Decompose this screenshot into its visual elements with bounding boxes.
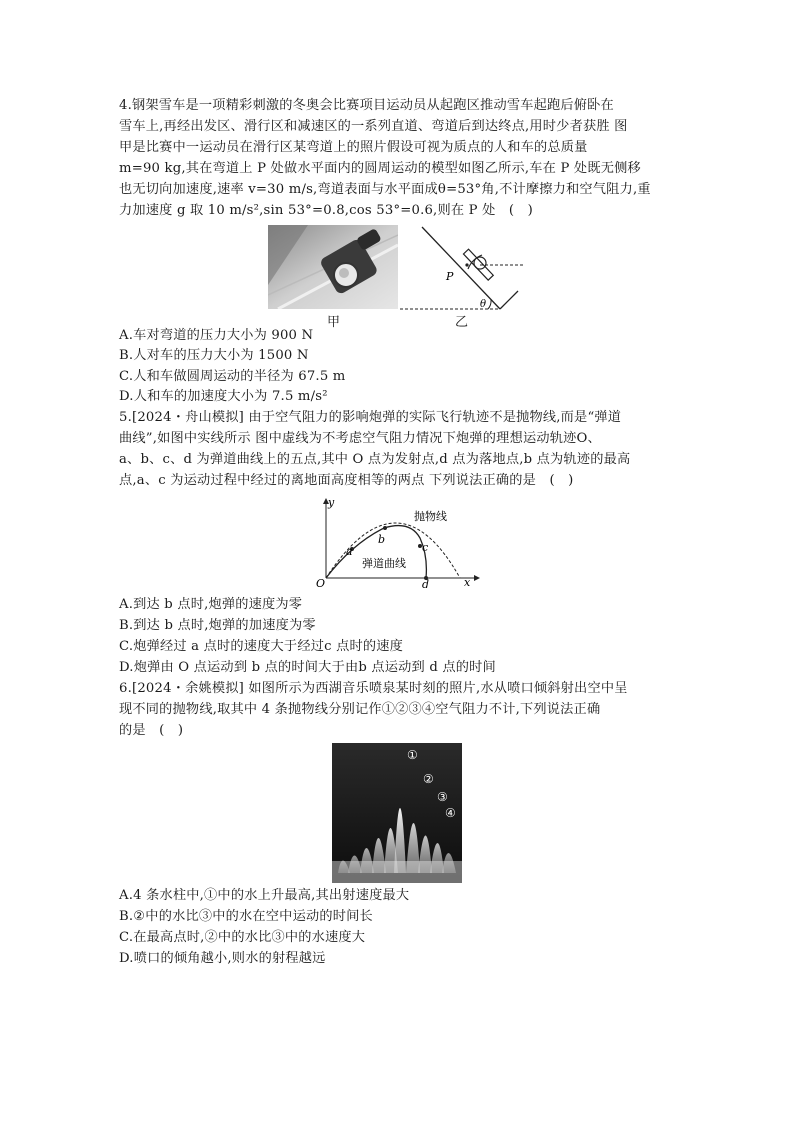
q5-option-c: C.炮弹经过 a 点时的速度大于经过c 点时的速度 [119,639,404,654]
q6-option-c: C.在最高点时,②中的水比③中的水速度大 [119,930,366,945]
q5-option-b: B.到达 b 点时,炮弹的加速度为零 [119,618,316,633]
ballistic-label: 弹道曲线 [362,557,406,570]
q4-stem-line: m=90 kg,其在弯道上 P 处做水平面内的圆周运动的模型如图乙所示,车在 P 处既无侧移 [119,161,641,176]
q4-option-a: A.车对弯道的压力大小为 900 N [119,328,314,343]
q4-option-b: B.人对车的压力大小为 1500 N [119,348,309,363]
fountain-photo [332,743,462,883]
point-b-label: b [378,533,386,546]
x-axis-label: x [464,576,471,588]
q6-stem-line: 的是 ( ) [119,723,184,738]
point-a-label: a [346,545,353,558]
q4-stem-line: 甲是比赛中一运动员在滑行区某弯道上的照片假设可视为质点的人和车的总质量 [119,140,588,155]
q4-option-c: C.人和车做圆周运动的半径为 67.5 m [119,369,346,384]
label-4: ④ [445,806,456,820]
q6-option-a: A.4 条水柱中,①中的水上升最高,其出射速度最大 [119,888,410,903]
q5-stem-line: a、b、c、d 为弹道曲线上的五点,其中 O 点为发射点,d 点为落地点,b 点为轨迹的最高 [119,452,631,467]
figure-yi-caption: 乙 [455,315,469,330]
q4-option-d: D.人和车的加速度大小为 7.5 m/s² [119,389,328,404]
q5-option-a: A.到达 b 点时,炮弹的速度为零 [119,597,303,612]
origin-label: O [316,577,326,588]
q4-stem-line: 雪车上,再经出发区、滑行区和减速区的一系列直道、弯道后到达终点,用时少者获胜 图 [119,119,628,134]
q5-stem-line: 点,a、c 为运动过程中经过的离地面高度相等的两点 下列说法正确的是 ( ) [119,473,574,488]
q5-stem-line: 5.[2024・舟山模拟] 由于空气阻力的影响炮弹的实际飞行轨迹不是抛物线,而是“弹道 [119,410,622,425]
q4-stem-line: 也无切向加速度,速率 v=30 m/s,弯道表面与水平面成θ=53°角,不计摩擦力和空气阻力,重 [119,182,651,197]
trajectory-graph [312,496,482,588]
q6-option-d: D.喷口的倾角越小,则水的射程越远 [119,951,326,966]
parabola-label: 抛物线 [414,510,447,523]
skeleton-photo [268,225,398,309]
q6-stem-line: 6.[2024・余姚模拟] 如图所示为西湖音乐喷泉某时刻的照片,水从喷口倾斜射出空中呈 [119,681,628,696]
q5-stem-line: 曲线”,如图中实线所示 图中虚线为不考虑空气阻力情况下炮弹的理想运动轨迹O、 [119,431,601,446]
y-axis-label: y [328,496,335,509]
label-3: ③ [437,790,448,804]
q5-option-d: D.炮弹由 O 点运动到 b 点的时间大于由b 点运动到 d 点的时间 [119,660,496,675]
incline-diagram [400,225,530,311]
point-d-label: d [422,578,430,588]
q4-stem-line: 4.钢架雪车是一项精彩刺激的冬奥会比赛项目运动员从起跑区推动雪车起跑后俯卧在 [119,98,614,113]
ballistic-curve [326,526,429,578]
q6-option-b: B.②中的水比③中的水在空中运动的时间长 [119,909,373,924]
label-2: ② [423,772,434,786]
label-1: ① [407,748,418,762]
theta-label: θ [480,299,487,310]
q4-stem-line: 力加速度 g 取 10 m/s²,sin 53°=0.8,cos 53°=0.6,则在 P 处 ( ) [119,203,533,218]
point-p-label: P [446,270,454,283]
q6-stem-line: 现不同的抛物线,取其中 4 条抛物线分别记作①②③④空气阻力不计,下列说法正确 [119,702,601,717]
point-c-label: c [422,541,429,554]
figure-jia-caption: 甲 [327,315,341,330]
